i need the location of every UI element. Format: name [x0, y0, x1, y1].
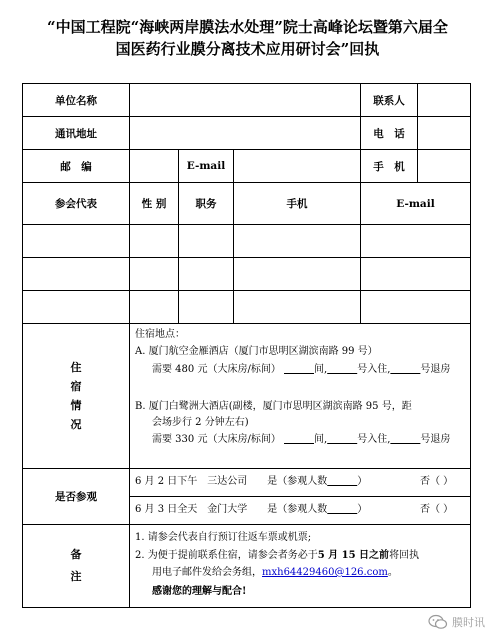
- contact-label: 联系人: [361, 84, 418, 117]
- hotel-b-room-unit: 间,: [314, 434, 328, 445]
- hotel-b-price: 需要 330 元（大床房/标间）: [152, 434, 281, 445]
- form-title: [0, 16, 495, 60]
- note-item-2-line2-text: 用电子邮件发给会务组，: [152, 567, 262, 578]
- thanks-text: 感谢您的理解与配合!: [152, 586, 247, 597]
- phone-field[interactable]: [418, 117, 470, 150]
- hotel-b-room-count-input[interactable]: [284, 434, 314, 445]
- attendee-1-name[interactable]: [23, 225, 130, 258]
- gender-header: 性 别: [130, 183, 179, 225]
- lodging-label-char-4: 况: [70, 418, 82, 431]
- notes-body: [130, 525, 470, 607]
- rep-header: 参会代表: [23, 183, 130, 225]
- email-field[interactable]: [234, 150, 361, 183]
- attendee-1-gender[interactable]: [130, 225, 179, 258]
- notes-label-char-2: 注: [70, 570, 82, 583]
- attendee-3-email[interactable]: [361, 291, 470, 324]
- visit-row-2-close: ）: [357, 504, 368, 515]
- attendee-3-name[interactable]: [23, 291, 130, 324]
- hotel-b-checkin-label: 号入住,: [357, 434, 391, 445]
- note-item-2-post: 将回执: [389, 550, 420, 561]
- visit-row-1-no[interactable]: 否（ ）: [420, 476, 454, 487]
- hotel-a-room-count-input[interactable]: [284, 364, 314, 375]
- visit-row-2-no[interactable]: 否（ ）: [420, 504, 454, 515]
- zip-field[interactable]: [130, 150, 179, 183]
- position-header: 职务: [179, 183, 234, 225]
- attendee-1-email[interactable]: [361, 225, 470, 258]
- hotel-a-price: 需要 480 元（大床房/标间）: [152, 364, 281, 375]
- visit-row-2-desc: 6 月 3 日全天 金门大学 是（参观人数: [135, 504, 328, 515]
- visit-row-1-close: ）: [357, 476, 368, 487]
- notes-label: [23, 525, 130, 607]
- lodging-location-label: 住宿地点：: [135, 329, 185, 340]
- title-line-1: “中国工程院“海峡两岸膜法水处理”院士高峰论坛暨第六届全: [47, 18, 448, 36]
- unit-name-field[interactable]: [130, 84, 361, 117]
- email-label: E-mail: [179, 150, 234, 183]
- organizer-email-link[interactable]: mxh64429460@126.com: [262, 567, 388, 578]
- note-item-2: [135, 549, 419, 563]
- hotel-a-checkout-input[interactable]: [390, 364, 420, 375]
- hotel-b-booking: [152, 433, 450, 447]
- note-item-2-deadline: 5 月 15 日之前: [317, 550, 390, 561]
- visit-row-2-count-input[interactable]: [327, 504, 357, 515]
- attendee-3-position[interactable]: [179, 291, 234, 324]
- attendee-3-gender[interactable]: [130, 291, 179, 324]
- attendee-2-mobile[interactable]: [234, 258, 361, 291]
- visit-label: 是否参观: [23, 469, 130, 525]
- attendee-1-position[interactable]: [179, 225, 234, 258]
- registration-form-table: [22, 83, 471, 608]
- visit-row-1-count-input[interactable]: [327, 476, 357, 487]
- lodging-label-char-1: 住: [70, 361, 82, 374]
- contact-field[interactable]: [418, 84, 470, 117]
- attendee-2-position[interactable]: [179, 258, 234, 291]
- hotel-b-checkout-label: 号退房: [420, 434, 451, 445]
- hotel-a-checkin-label: 号入住,: [357, 364, 391, 375]
- zip-label: 邮 编: [23, 150, 130, 183]
- wechat-icon: [428, 614, 448, 630]
- lodging-details: [130, 324, 470, 469]
- note-item-1: 1. 请参会代表自行预订往返车票或机票;: [135, 532, 312, 543]
- lodging-label: [23, 324, 130, 469]
- mobile-label: 手 机: [361, 150, 418, 183]
- hotel-a-booking: [152, 363, 450, 377]
- note-item-2-period: 。: [387, 567, 398, 578]
- attendee-3-mobile[interactable]: [234, 291, 361, 324]
- unit-name-label: 单位名称: [23, 84, 130, 117]
- watermark-text: 膜时讯: [452, 616, 485, 629]
- note-item-2-line-2: [152, 566, 398, 580]
- notes-label-char-1: 备: [70, 548, 82, 561]
- address-label: 通讯地址: [23, 117, 130, 150]
- phone-label: 电 话: [361, 117, 418, 150]
- hotel-b-walk: 会场步行 2 分钟左右): [152, 417, 249, 428]
- hotel-a-checkout-label: 号退房: [420, 364, 451, 375]
- visit-row-1-desc: 6 月 2 日下午 三达公司 是（参观人数: [135, 476, 328, 487]
- hotel-b-name: B. 厦门白鹭洲大酒店(副楼，厦门市思明区湖滨南路 95 号，距: [135, 401, 412, 412]
- visit-row-1-text: [135, 475, 367, 489]
- hotel-b-checkin-input[interactable]: [327, 434, 357, 445]
- mobile-field[interactable]: [418, 150, 470, 183]
- hotel-b-checkout-input[interactable]: [390, 434, 420, 445]
- visit-row-2-text: [135, 503, 367, 517]
- attendee-2-name[interactable]: [23, 258, 130, 291]
- title-line-2: 国医药行业膜分离技术应用研讨会”回执: [115, 40, 380, 58]
- lodging-label-char-3: 情: [70, 399, 82, 412]
- hotel-a-room-unit: 间,: [314, 364, 328, 375]
- hotel-a-checkin-input[interactable]: [327, 364, 357, 375]
- hotel-a-name: A. 厦门航空金雁酒店（厦门市思明区湖滨南路 99 号）: [135, 346, 378, 357]
- note-item-2-pre: 2. 为便于提前联系住宿，请参会者务必于: [135, 550, 318, 561]
- address-field[interactable]: [130, 117, 361, 150]
- attendee-1-mobile[interactable]: [234, 225, 361, 258]
- lodging-label-char-2: 宿: [70, 380, 82, 393]
- mobile-col-header: 手机: [234, 183, 361, 225]
- visit-row-1: [130, 469, 470, 497]
- attendee-2-email[interactable]: [361, 258, 470, 291]
- watermark: [428, 614, 485, 630]
- email-col-header: E-mail: [361, 183, 470, 225]
- visit-row-2: [130, 497, 470, 525]
- attendee-2-gender[interactable]: [130, 258, 179, 291]
